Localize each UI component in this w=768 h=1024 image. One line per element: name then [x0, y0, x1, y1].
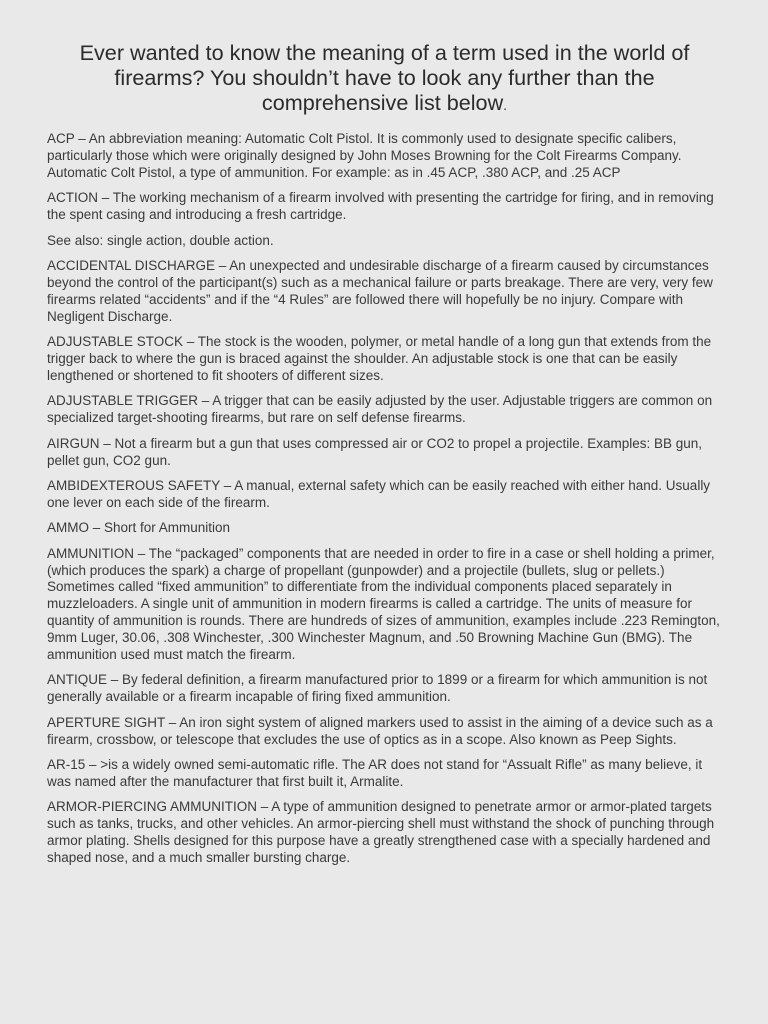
glossary-entry-adjustable-stock: ADJUSTABLE STOCK – The stock is the wooden, polymer, or metal handle of a long gun that extends from the trigger back to where the gun is braced against the shoulder. An adjustable stock is one that can be easily lengthened or shortened to fit shooters of different sizes. — [47, 334, 712, 383]
glossary-entry-ambidexterous-safety: AMBIDEXTEROUS SAFETY – A manual, external safety which can be easily reached with either hand. Usually one lever on each side of the firearm. — [47, 477, 711, 510]
glossary-entry-adjustable-trigger: ADJUSTABLE TRIGGER – A trigger that can be easily adjusted by the user. Adjustable triggers are common on specialized target-shooting firearms, but rare on self defense firearms. — [47, 393, 713, 426]
glossary-entry-ammunition: AMMUNITION – The “packaged” components that are needed in order to fire in a case or shell holding a primer, (which produces the spark) a charge of propellant (gunpowder) and a projectile (bullets, slug or pellets.) Sometimes called “fixed ammunition” to differentiate from the individual components placed separately in muzzleloaders. A single unit of ammunition in modern firearms is called a cartridge. The units of measure for quantity of ammunition is rounds. There are hundreds of sizes of ammunition, examples include .223 Remington, 9mm Luger, 30.06, .308 Winchester, .300 Winchester Magnum, and .50 Browning Machine Gun (BMG). The ammunition used must match the firearm. — [47, 545, 720, 663]
glossary-entry-see-also: See also: single action, double action. — [47, 232, 274, 248]
glossary-entry-ar-15: AR-15 – >is a widely owned semi-automatic rifle. The AR does not stand for “Assualt Rifle” as many believe, it was named after the manufacturer that first built it, Armalite. — [47, 757, 703, 789]
glossary-entry-action: ACTION – The working mechanism of a firearm involved with presenting the cartridge for firing, and in removing the spent casing and introducing a fresh cartridge. — [47, 190, 714, 223]
glossary-entry-acp: ACP – An abbreviation meaning: Automatic Colt Pistol. It is commonly used to designate specific calibers, particularly those which were originally designed by John Moses Browning for the Colt Firearms Company. Automatic Colt Pistol, a type of ammunition. For example: as in .45 ACP, .380 ACP, and .25 ACP — [47, 131, 682, 180]
title-period: . — [503, 97, 508, 113]
glossary-entry-antique: ANTIQUE – By federal definition, a firearm manufactured prior to 1899 or a firearm for which ammunition is not generally available or a firearm incapable of firing fixed ammunition. — [47, 672, 708, 705]
title-text: Ever wanted to know the meaning of a term used in the world of firearms? You shouldn’t have to look any further than the comprehensive list below — [79, 40, 690, 115]
glossary-entry-airgun: AIRGUN – Not a firearm but a gun that uses compressed air or CO2 to propel a projectile. Examples: BB gun, pellet gun, CO2 gun. — [47, 435, 703, 468]
glossary-entry-armor-piercing-ammunition: ARMOR-PIERCING AMMUNITION – A type of ammunition designed to penetrate armor or armor-plated targets such as tanks, trucks, and other vehicles. An armor-piercing shell must withstand the shock of punching through armor plating. Shells designed for this purpose have a greatly strengthened case with a specially hardened and shaped nose, and a much smaller bursting charge. — [47, 799, 715, 866]
document-title — [47, 40, 722, 118]
glossary-list — [47, 131, 722, 867]
glossary-entry-ammo: AMMO – Short for Ammunition — [47, 520, 231, 536]
glossary-entry-aperture-sight: APERTURE SIGHT – An iron sight system of aligned markers used to assist in the aiming of a device such as a firearm, crossbow, or telescope that excludes the use of optics as in a scope. Also known as Peep Sights. — [47, 714, 713, 747]
glossary-entry-accidental-discharge: ACCIDENTAL DISCHARGE – An unexpected and undesirable discharge of a firearm caused by circumstances beyond the control of the participant(s) such as a mechanical failure or parts breakage. There are very, very few firearms related “accidents” and if the “4 Rules” are followed there will hopefully be no injury. Compare with Negligent Discharge. — [47, 257, 713, 324]
